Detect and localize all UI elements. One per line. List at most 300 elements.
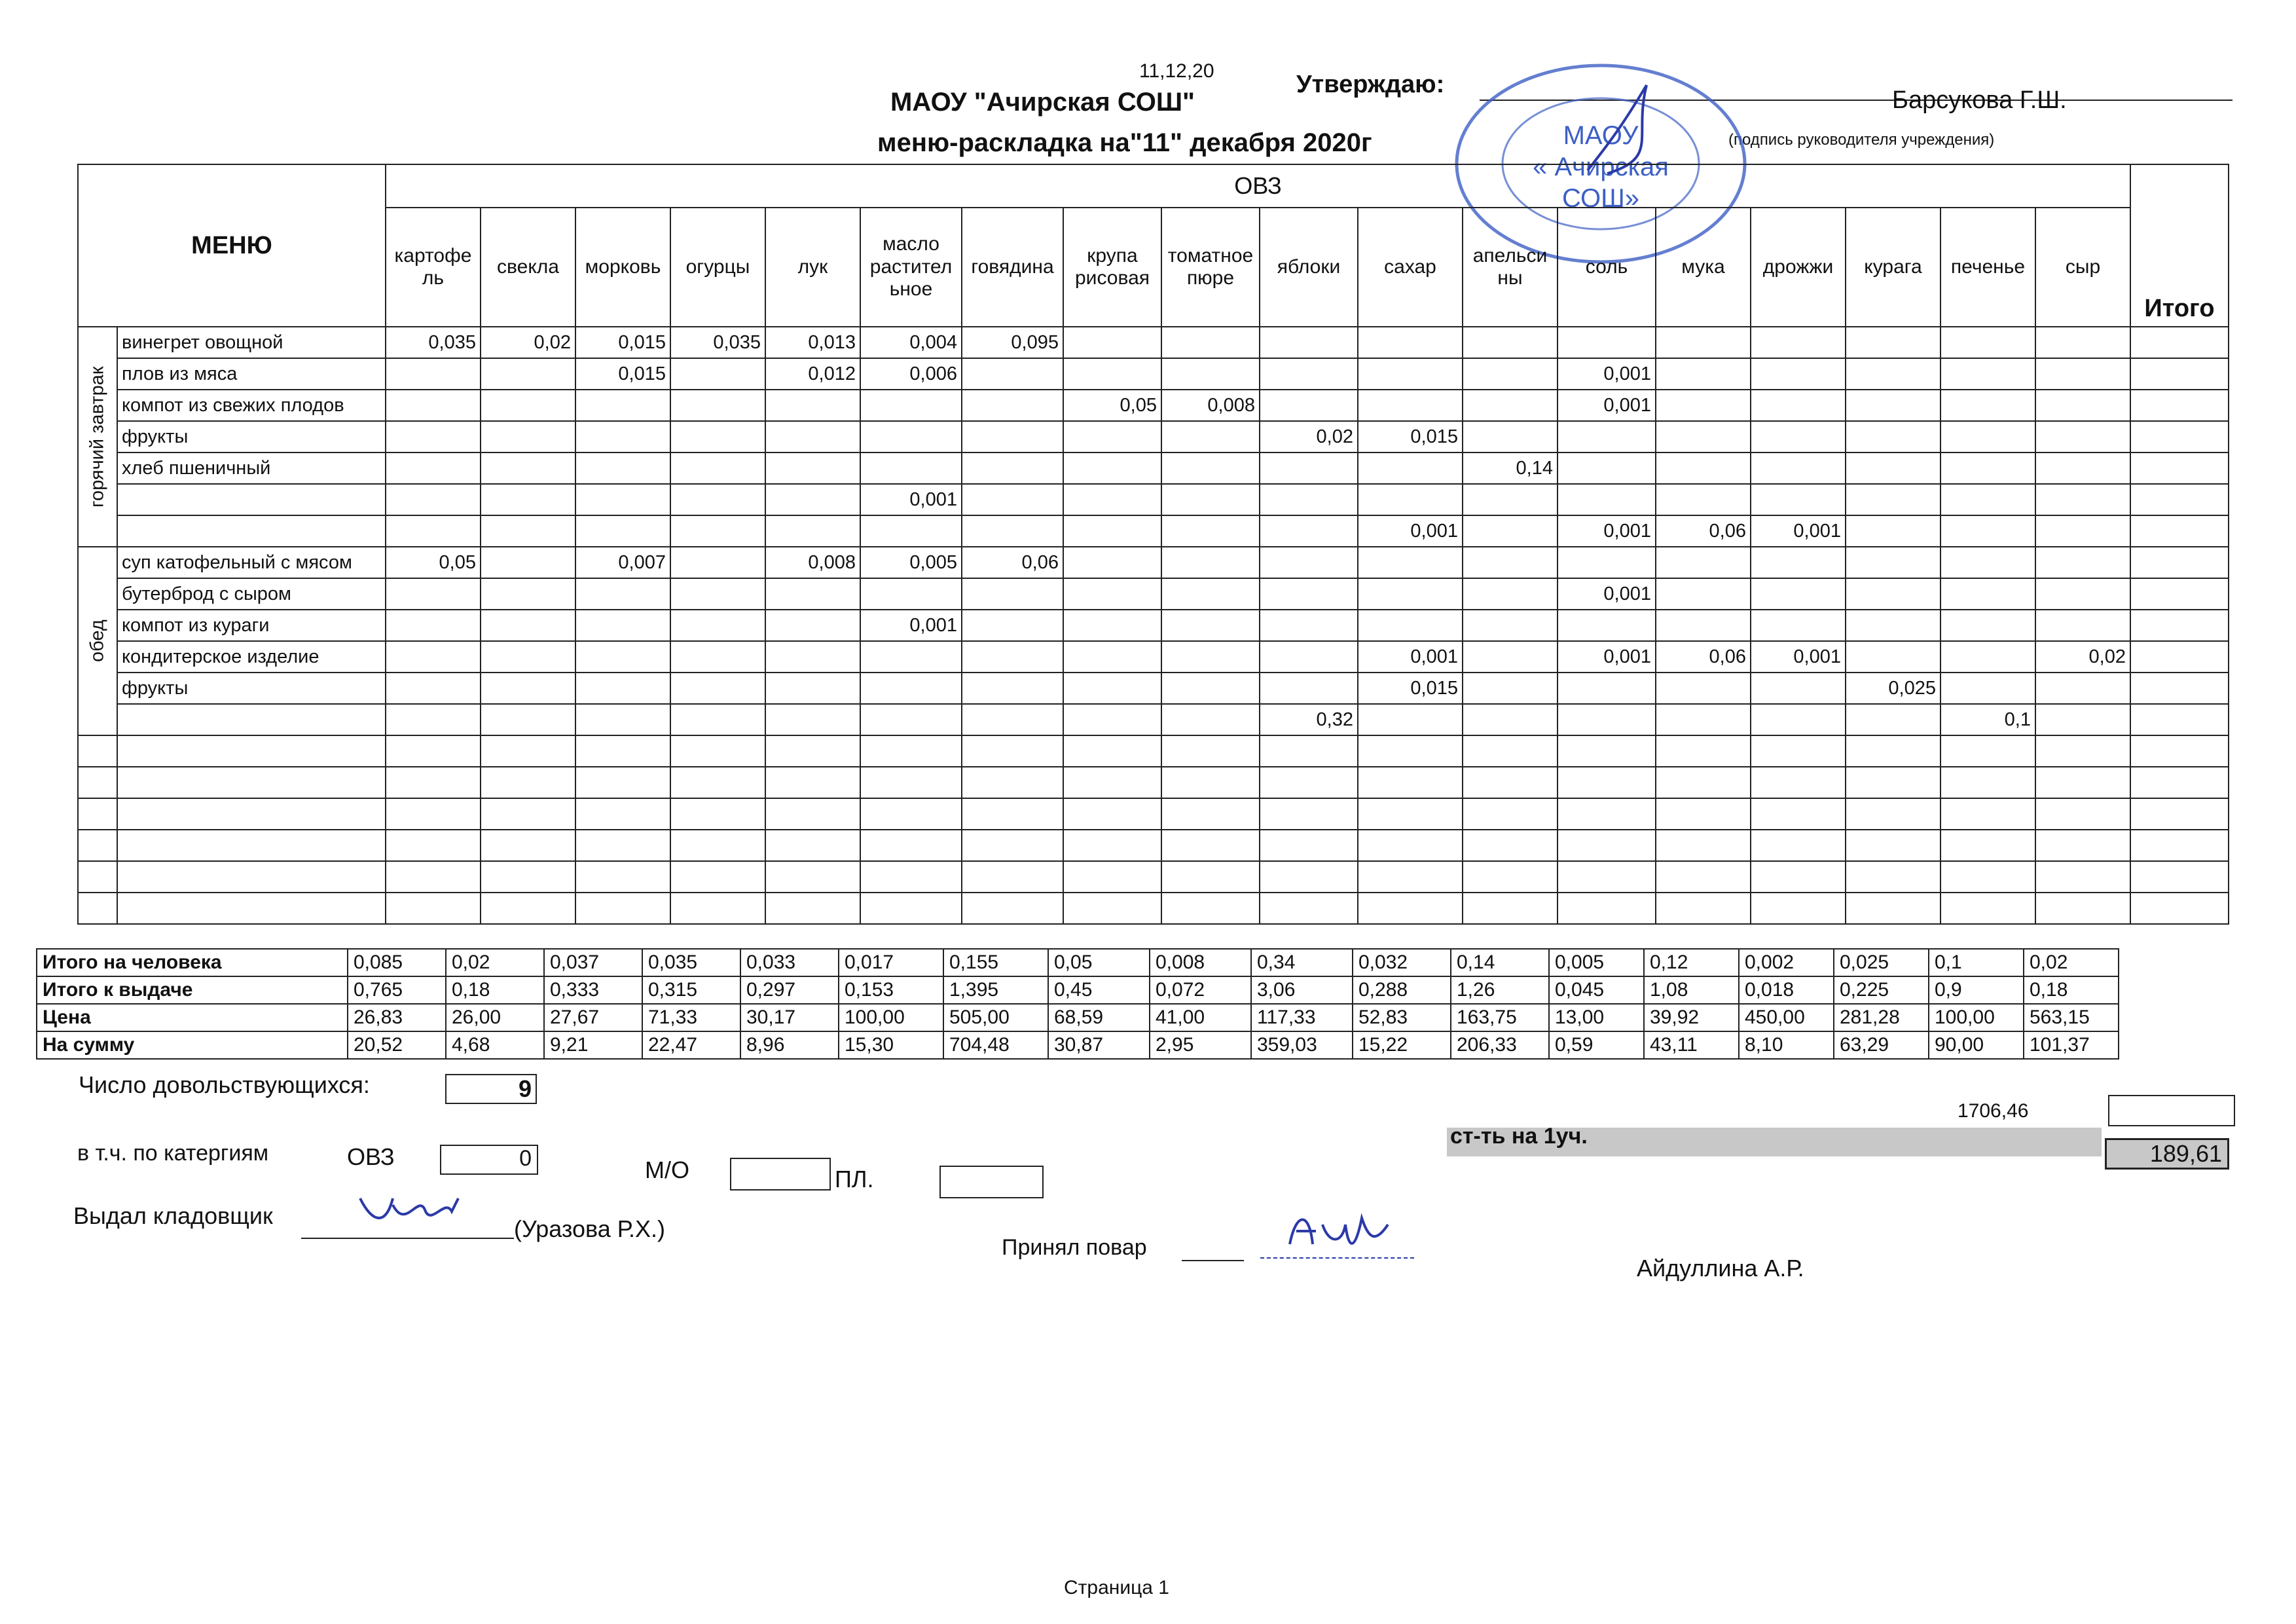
quantity-cell	[386, 358, 481, 390]
product-header: апельси ны	[1463, 208, 1558, 327]
summary-value: 0,072	[1150, 976, 1251, 1004]
empty-cell	[1751, 735, 1846, 767]
quantity-cell	[1358, 327, 1463, 358]
row-total-cell	[2130, 327, 2229, 358]
empty-cell	[962, 893, 1063, 924]
row-total-cell	[2130, 358, 2229, 390]
quantity-cell	[1161, 704, 1260, 735]
quantity-cell	[962, 578, 1063, 610]
quantity-cell	[1751, 578, 1846, 610]
empty-cell	[1063, 798, 1161, 830]
quantity-cell	[2035, 484, 2130, 515]
empty-cell	[765, 830, 860, 861]
summary-value: 8,96	[740, 1031, 839, 1059]
eaters-label: Число довольствующихся:	[79, 1071, 370, 1098]
row-total-cell	[2130, 610, 2229, 641]
summary-value: 2,95	[1150, 1031, 1251, 1059]
quantity-cell	[1463, 641, 1558, 673]
product-header: крупа рисовая	[1063, 208, 1161, 327]
quantity-cell	[962, 673, 1063, 704]
quantity-cell	[575, 610, 670, 641]
empty-cell	[117, 830, 386, 861]
quantity-cell	[2035, 327, 2130, 358]
empty-cell	[2035, 893, 2130, 924]
quantity-cell	[1656, 578, 1751, 610]
quantity-cell	[1358, 390, 1463, 421]
quantity-cell	[1260, 641, 1358, 673]
quantity-cell	[386, 704, 481, 735]
summary-value: 0,9	[1929, 976, 2024, 1004]
quantity-cell: 0,02	[481, 327, 575, 358]
empty-row	[78, 735, 2229, 767]
quantity-cell	[1656, 610, 1751, 641]
empty-cell	[765, 735, 860, 767]
quantity-cell	[575, 421, 670, 452]
quantity-cell	[765, 673, 860, 704]
quantity-cell	[1846, 327, 1941, 358]
quantity-cell	[1751, 327, 1846, 358]
menu-row	[78, 327, 2229, 358]
quantity-cell	[1558, 673, 1656, 704]
quantity-cell	[575, 641, 670, 673]
quantity-cell	[1260, 390, 1358, 421]
empty-cell	[860, 830, 962, 861]
menu-row	[78, 547, 2229, 578]
quantity-cell	[1558, 610, 1656, 641]
quantity-cell	[765, 515, 860, 547]
quantity-cell	[481, 390, 575, 421]
empty-cell	[2035, 798, 2130, 830]
row-total-cell	[2130, 390, 2229, 421]
stamp-line-2: « Ачирская	[1533, 153, 1669, 181]
empty-cell	[1358, 893, 1463, 924]
quantity-cell	[1941, 421, 2035, 452]
quantity-cell	[1463, 327, 1558, 358]
summary-table	[36, 948, 2119, 1060]
summary-value: 41,00	[1150, 1004, 1251, 1031]
quantity-cell	[670, 641, 765, 673]
empty-cell	[2035, 767, 2130, 798]
quantity-cell: 0,005	[860, 547, 962, 578]
quantity-cell	[1463, 421, 1558, 452]
empty-cell	[386, 798, 481, 830]
categories-label: в т.ч. по катергиям	[77, 1141, 269, 1166]
quantity-cell	[670, 547, 765, 578]
quantity-cell	[1656, 327, 1751, 358]
quantity-cell	[1941, 547, 2035, 578]
quantity-cell	[1161, 421, 1260, 452]
summary-value: 1,26	[1451, 976, 1549, 1004]
empty-row	[78, 798, 2229, 830]
empty-cell	[2130, 735, 2229, 767]
summary-row	[37, 1004, 2119, 1031]
summary-value: 0,59	[1549, 1031, 1644, 1059]
product-header: свекла	[481, 208, 575, 327]
summary-value: 68,59	[1048, 1004, 1150, 1031]
quantity-cell	[1260, 578, 1358, 610]
summary-value: 101,37	[2024, 1031, 2119, 1059]
empty-cell	[1358, 830, 1463, 861]
quantity-cell	[670, 390, 765, 421]
quantity-cell	[670, 421, 765, 452]
quantity-cell	[670, 452, 765, 484]
empty-cell	[78, 798, 117, 830]
empty-cell	[78, 767, 117, 798]
quantity-cell	[962, 484, 1063, 515]
empty-cell	[1558, 798, 1656, 830]
empty-cell	[1941, 830, 2035, 861]
empty-cell	[1358, 861, 1463, 893]
grand-total-box	[2108, 1095, 2235, 1126]
empty-cell	[78, 735, 117, 767]
empty-cell	[117, 798, 386, 830]
dish-name: компот из кураги	[117, 610, 386, 641]
cat-mo-count[interactable]	[730, 1158, 831, 1190]
quantity-cell: 0,001	[1558, 358, 1656, 390]
quantity-cell	[1161, 610, 1260, 641]
quantity-cell: 0,015	[575, 327, 670, 358]
dish-name: кондитерское изделие	[117, 641, 386, 673]
quantity-cell	[1463, 547, 1558, 578]
quantity-cell	[1751, 673, 1846, 704]
quantity-cell	[481, 421, 575, 452]
quantity-cell: 0,015	[575, 358, 670, 390]
director-name: Барсукова Г.Ш.	[1892, 86, 2067, 114]
empty-cell	[386, 893, 481, 924]
empty-cell	[2130, 861, 2229, 893]
quantity-cell	[2035, 547, 2130, 578]
summary-value: 3,06	[1251, 976, 1353, 1004]
empty-cell	[386, 861, 481, 893]
quantity-cell	[860, 515, 962, 547]
empty-cell	[1941, 893, 2035, 924]
summary-value: 0,02	[2024, 949, 2119, 976]
cat-pl-count[interactable]	[939, 1166, 1044, 1198]
row-total-cell	[2130, 673, 2229, 704]
quantity-cell	[1941, 390, 2035, 421]
summary-value: 0,14	[1451, 949, 1549, 976]
row-total-cell	[2130, 421, 2229, 452]
quantity-cell: 0,06	[1656, 641, 1751, 673]
summary-value: 0,017	[839, 949, 943, 976]
empty-cell	[117, 767, 386, 798]
summary-value: 15,22	[1353, 1031, 1451, 1059]
summary-value: 0,02	[446, 949, 544, 976]
empty-cell	[481, 735, 575, 767]
quantity-cell	[386, 610, 481, 641]
quantity-cell	[386, 390, 481, 421]
quantity-cell	[2035, 358, 2130, 390]
empty-cell	[860, 893, 962, 924]
summary-label: Итого на человека	[37, 949, 348, 976]
quantity-cell	[765, 390, 860, 421]
quantity-cell	[1941, 484, 2035, 515]
quantity-cell	[1846, 578, 1941, 610]
quantity-cell	[962, 610, 1063, 641]
summary-value: 0,045	[1549, 976, 1644, 1004]
empty-cell	[1941, 735, 2035, 767]
summary-value: 0,005	[1549, 949, 1644, 976]
quantity-cell: 0,02	[2035, 641, 2130, 673]
product-header: лук	[765, 208, 860, 327]
quantity-cell	[1063, 484, 1161, 515]
quantity-cell	[962, 641, 1063, 673]
empty-cell	[575, 767, 670, 798]
empty-cell	[2130, 798, 2229, 830]
quantity-cell	[1161, 452, 1260, 484]
empty-cell	[1161, 893, 1260, 924]
empty-cell	[1846, 767, 1941, 798]
empty-cell	[481, 798, 575, 830]
quantity-cell	[765, 452, 860, 484]
dish-name	[117, 515, 386, 547]
empty-cell	[78, 861, 117, 893]
quantity-cell: 0,015	[1358, 673, 1463, 704]
empty-cell	[1558, 830, 1656, 861]
summary-value: 71,33	[642, 1004, 740, 1031]
quantity-cell	[1941, 610, 2035, 641]
summary-value: 100,00	[839, 1004, 943, 1031]
quantity-cell	[481, 641, 575, 673]
quantity-cell	[575, 515, 670, 547]
empty-cell	[1656, 893, 1751, 924]
quantity-cell: 0,05	[386, 547, 481, 578]
summary-value: 1,08	[1644, 976, 1739, 1004]
quantity-cell	[1161, 547, 1260, 578]
empty-cell	[78, 893, 117, 924]
quantity-cell	[1558, 421, 1656, 452]
quantity-cell	[1063, 515, 1161, 547]
dish-name: фрукты	[117, 673, 386, 704]
empty-cell	[481, 830, 575, 861]
summary-value: 281,28	[1834, 1004, 1929, 1031]
quantity-cell	[1358, 578, 1463, 610]
quantity-cell	[2035, 515, 2130, 547]
summary-value: 0,34	[1251, 949, 1353, 976]
quantity-cell	[1941, 327, 2035, 358]
summary-value: 0,18	[2024, 976, 2119, 1004]
quantity-cell	[1260, 673, 1358, 704]
summary-value: 0,018	[1739, 976, 1834, 1004]
quantity-cell	[765, 641, 860, 673]
quantity-cell	[481, 578, 575, 610]
empty-cell	[1358, 735, 1463, 767]
empty-cell	[1558, 735, 1656, 767]
summary-value: 0,002	[1739, 949, 1834, 976]
menu-row	[78, 515, 2229, 547]
quantity-cell	[386, 484, 481, 515]
empty-cell	[1260, 735, 1358, 767]
row-total-cell	[2130, 484, 2229, 515]
empty-cell	[2130, 893, 2229, 924]
summary-value: 206,33	[1451, 1031, 1549, 1059]
row-total-cell	[2130, 547, 2229, 578]
summary-value: 450,00	[1739, 1004, 1834, 1031]
empty-cell	[1260, 798, 1358, 830]
row-total-cell	[2130, 704, 2229, 735]
quantity-cell	[765, 704, 860, 735]
quantity-cell: 0,035	[386, 327, 481, 358]
dish-name: компот из свежих плодов	[117, 390, 386, 421]
quantity-cell	[386, 673, 481, 704]
empty-cell	[765, 893, 860, 924]
empty-cell	[860, 861, 962, 893]
summary-value: 0,225	[1834, 976, 1929, 1004]
empty-cell	[1161, 735, 1260, 767]
empty-cell	[1656, 830, 1751, 861]
cook-signature-line-1	[1182, 1247, 1244, 1261]
quantity-cell	[481, 610, 575, 641]
empty-row	[78, 893, 2229, 924]
quantity-cell	[1463, 390, 1558, 421]
quantity-cell: 0,001	[1558, 515, 1656, 547]
empty-cell	[860, 735, 962, 767]
quantity-cell	[1161, 641, 1260, 673]
empty-cell	[670, 735, 765, 767]
summary-row	[37, 949, 2119, 976]
quantity-cell	[1260, 547, 1358, 578]
menu-row	[78, 390, 2229, 421]
empty-cell	[1463, 893, 1558, 924]
product-header: огурцы	[670, 208, 765, 327]
quantity-cell	[1260, 610, 1358, 641]
empty-row	[78, 830, 2229, 861]
quantity-cell	[2035, 578, 2130, 610]
summary-value: 39,92	[1644, 1004, 1739, 1031]
quantity-cell	[962, 421, 1063, 452]
summary-value: 20,52	[348, 1031, 446, 1059]
quantity-cell: 0,05	[1063, 390, 1161, 421]
quantity-cell	[1161, 358, 1260, 390]
empty-cell	[860, 767, 962, 798]
quantity-cell	[962, 515, 1063, 547]
empty-row	[78, 861, 2229, 893]
cat-ovz-count[interactable]: 0	[440, 1145, 538, 1175]
summary-value: 0,18	[446, 976, 544, 1004]
empty-cell	[2035, 830, 2130, 861]
product-header: говядина	[962, 208, 1063, 327]
quantity-cell	[1846, 547, 1941, 578]
quantity-cell: 0,14	[1463, 452, 1558, 484]
dish-name: винегрет овощной	[117, 327, 386, 358]
product-header: морковь	[575, 208, 670, 327]
summary-value: 27,67	[544, 1004, 642, 1031]
empty-cell	[1846, 798, 1941, 830]
quantity-cell	[1846, 484, 1941, 515]
empty-cell	[117, 861, 386, 893]
quantity-cell	[1751, 421, 1846, 452]
empty-cell	[860, 798, 962, 830]
row-total-cell	[2130, 515, 2229, 547]
quantity-cell	[1463, 610, 1558, 641]
summary-value: 0,05	[1048, 949, 1150, 976]
quantity-cell	[1358, 358, 1463, 390]
summary-value: 0,037	[544, 949, 642, 976]
summary-value: 0,035	[642, 949, 740, 976]
menu-row	[78, 484, 2229, 515]
summary-value: 0,085	[348, 949, 446, 976]
quantity-cell	[1846, 452, 1941, 484]
empty-cell	[765, 798, 860, 830]
stamp-line-1: МАОУ	[1563, 121, 1639, 150]
menu-row	[78, 641, 2229, 673]
eaters-count[interactable]: 9	[445, 1074, 537, 1104]
summary-value: 0,765	[348, 976, 446, 1004]
summary-value: 52,83	[1353, 1004, 1451, 1031]
row-total-cell	[2130, 452, 2229, 484]
dish-name: фрукты	[117, 421, 386, 452]
quantity-cell	[962, 704, 1063, 735]
quantity-cell	[1463, 358, 1558, 390]
empty-cell	[386, 735, 481, 767]
quantity-cell: 0,001	[1558, 578, 1656, 610]
quantity-cell	[1558, 327, 1656, 358]
document-title: меню-раскладка на"11" декабря 2020г	[877, 128, 1372, 157]
quantity-cell: 0,1	[1941, 704, 2035, 735]
quantity-cell	[1358, 610, 1463, 641]
quantity-cell	[1063, 610, 1161, 641]
signature-note: (подпись руководителя учреждения)	[1728, 131, 1995, 149]
empty-cell	[1941, 767, 2035, 798]
menu-row	[78, 452, 2229, 484]
quantity-cell	[1260, 452, 1358, 484]
empty-cell	[1063, 767, 1161, 798]
quantity-cell	[860, 641, 962, 673]
quantity-cell: 0,015	[1358, 421, 1463, 452]
empty-cell	[1846, 830, 1941, 861]
quantity-cell	[1751, 358, 1846, 390]
quantity-cell	[670, 610, 765, 641]
empty-cell	[575, 861, 670, 893]
empty-cell	[481, 861, 575, 893]
product-header: сахар	[1358, 208, 1463, 327]
empty-cell	[1656, 767, 1751, 798]
empty-cell	[386, 830, 481, 861]
empty-cell	[962, 735, 1063, 767]
quantity-cell	[1751, 390, 1846, 421]
empty-cell	[1751, 861, 1846, 893]
quantity-cell	[962, 452, 1063, 484]
quantity-cell	[1656, 358, 1751, 390]
summary-value: 0,297	[740, 976, 839, 1004]
summary-value: 1,395	[943, 976, 1048, 1004]
quantity-cell	[860, 673, 962, 704]
quantity-cell: 0,008	[1161, 390, 1260, 421]
quantity-cell: 0,006	[860, 358, 962, 390]
quantity-cell	[860, 452, 962, 484]
empty-cell	[670, 861, 765, 893]
empty-cell	[1161, 767, 1260, 798]
quantity-cell	[765, 484, 860, 515]
quantity-cell	[1751, 547, 1846, 578]
menu-row	[78, 610, 2229, 641]
empty-cell	[575, 798, 670, 830]
quantity-cell	[575, 704, 670, 735]
empty-cell	[1063, 861, 1161, 893]
empty-cell	[1941, 798, 2035, 830]
quantity-cell	[481, 547, 575, 578]
page-number: Страница 1	[1064, 1577, 1169, 1598]
summary-value: 359,03	[1251, 1031, 1353, 1059]
summary-value: 563,15	[2024, 1004, 2119, 1031]
quantity-cell	[481, 358, 575, 390]
empty-cell	[1463, 767, 1558, 798]
empty-cell	[1161, 861, 1260, 893]
quantity-cell	[1846, 515, 1941, 547]
summary-value: 0,153	[839, 976, 943, 1004]
quantity-cell	[765, 578, 860, 610]
quantity-cell	[1656, 704, 1751, 735]
